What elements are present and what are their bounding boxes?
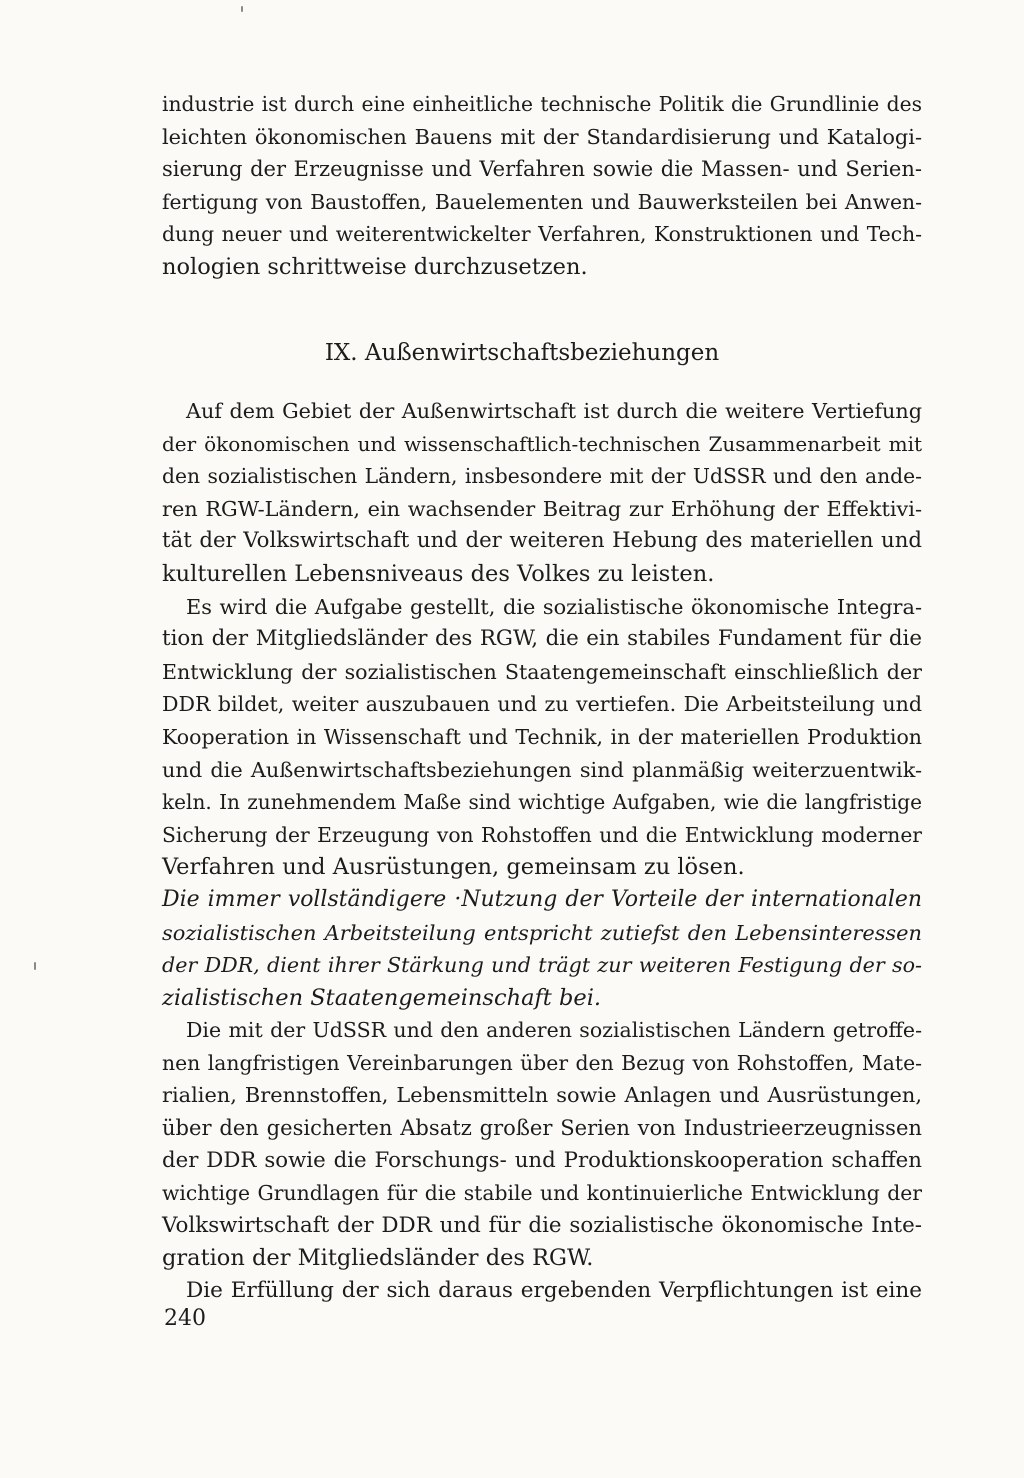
emphasized-line: der DDR, dient ihrer Stärkung und trägt zur weiteren Festigung der so-: [162, 953, 922, 978]
text-line: nen langfristigen Vereinbarungen über den Bezug von Rohstoffen, Mate-: [162, 1050, 922, 1075]
text-line: der DDR sowie die Forschungs- und Produktionskooperation schaffen: [162, 1147, 922, 1173]
text-line: leichten ökonomischen Bauens mit der Standardisierung und Katalogi-: [162, 124, 922, 149]
page-number: 240: [164, 1306, 206, 1331]
text-line: sierung der Erzeugnisse und Verfahren sowie die Massen- und Serien-: [162, 156, 922, 182]
text-line: Die mit der UdSSR und den anderen sozialistischen Ländern getroffe-: [186, 1018, 922, 1043]
text-line: Volkswirtschaft der DDR und für die sozialistische ökonomische Inte-: [162, 1212, 922, 1238]
text-line: Sicherung der Erzeugung von Rohstoffen und die Entwicklung moderner: [162, 822, 922, 847]
section-body: [162, 395, 922, 1308]
text-line: der ökonomischen und wissenschaftlich-technischen Zusammenarbeit mit: [162, 431, 922, 456]
text-line: Es wird die Aufgabe gestellt, die sozialistische ökonomische Integra-: [186, 594, 922, 619]
text-line: tion der Mitgliedsländer des RGW, die ein stabiles Fundament für die: [162, 626, 922, 652]
text-line: Kooperation in Wissenschaft und Technik, in der materiellen Produktion: [162, 724, 922, 749]
text-line: kulturellen Lebensniveaus des Volkes zu leisten.: [162, 560, 715, 587]
emphasized-line: zialistischen Staatengemeinschaft bei.: [162, 984, 602, 1011]
text-line: nologien schrittweise durchzusetzen.: [162, 253, 588, 280]
text-line: industrie ist durch eine einheitliche technische Politik die Grundlinie des: [162, 92, 922, 116]
text-line: Auf dem Gebiet der Außenwirtschaft ist durch die weitere Vertiefung: [186, 399, 922, 423]
text-line: gration der Mitgliedsländer des RGW.: [162, 1245, 594, 1272]
text-line: über den gesicherten Absatz großer Serien von Industrieerzeugnissen: [162, 1115, 922, 1141]
text-line: fertigung von Baustoffen, Bauelementen und Bauwerksteilen bei Anwen-: [162, 189, 922, 214]
opening-paragraph: [162, 88, 922, 284]
emphasized-line: Die immer vollständigere ·Nutzung der Vorteile der internationalen: [162, 886, 922, 912]
text-line: den sozialistischen Ländern, insbesondere mit der UdSSR und den ande-: [162, 464, 922, 489]
text-line: ren RGW-Ländern, ein wachsender Beitrag zur Erhöhung der Effektivi-: [162, 496, 922, 521]
text-line: und die Außenwirtschaftsbeziehungen sind planmäßig weiterzuentwik-: [162, 757, 922, 782]
section-heading: IX. Außenwirtschaftsbeziehungen: [324, 340, 720, 366]
text-line: DDR bildet, weiter auszubauen und zu vertiefen. Die Arbeitsteilung und: [162, 692, 922, 717]
text-line: rialien, Brennstoffen, Lebensmitteln sowie Anlagen und Ausrüstungen,: [162, 1083, 922, 1108]
emphasized-line: sozialistischen Arbeitsteilung entspricht zutiefst den Lebensinteressen: [162, 920, 922, 945]
text-line: Die Erfüllung der sich daraus ergebenden Verpflichtungen ist eine: [186, 1278, 922, 1304]
print-speck: [241, 6, 243, 12]
text-line: keln. In zunehmendem Maße sind wichtige Aufgaben, wie die langfristige: [162, 790, 922, 815]
text-line: wichtige Grundlagen für die stabile und kontinuierliche Entwicklung der: [162, 1181, 922, 1206]
text-line: dung neuer und weiterentwickelter Verfahren, Konstruktionen und Tech-: [162, 222, 922, 247]
text-line: Verfahren und Ausrüstungen, gemeinsam zu lösen.: [162, 854, 745, 881]
text-line: tät der Volkswirtschaft und der weiteren Hebung des materiellen und: [162, 528, 922, 554]
text-line: Entwicklung der sozialistischen Staatengemeinschaft einschließlich der: [162, 659, 922, 684]
print-speck: [34, 962, 36, 970]
